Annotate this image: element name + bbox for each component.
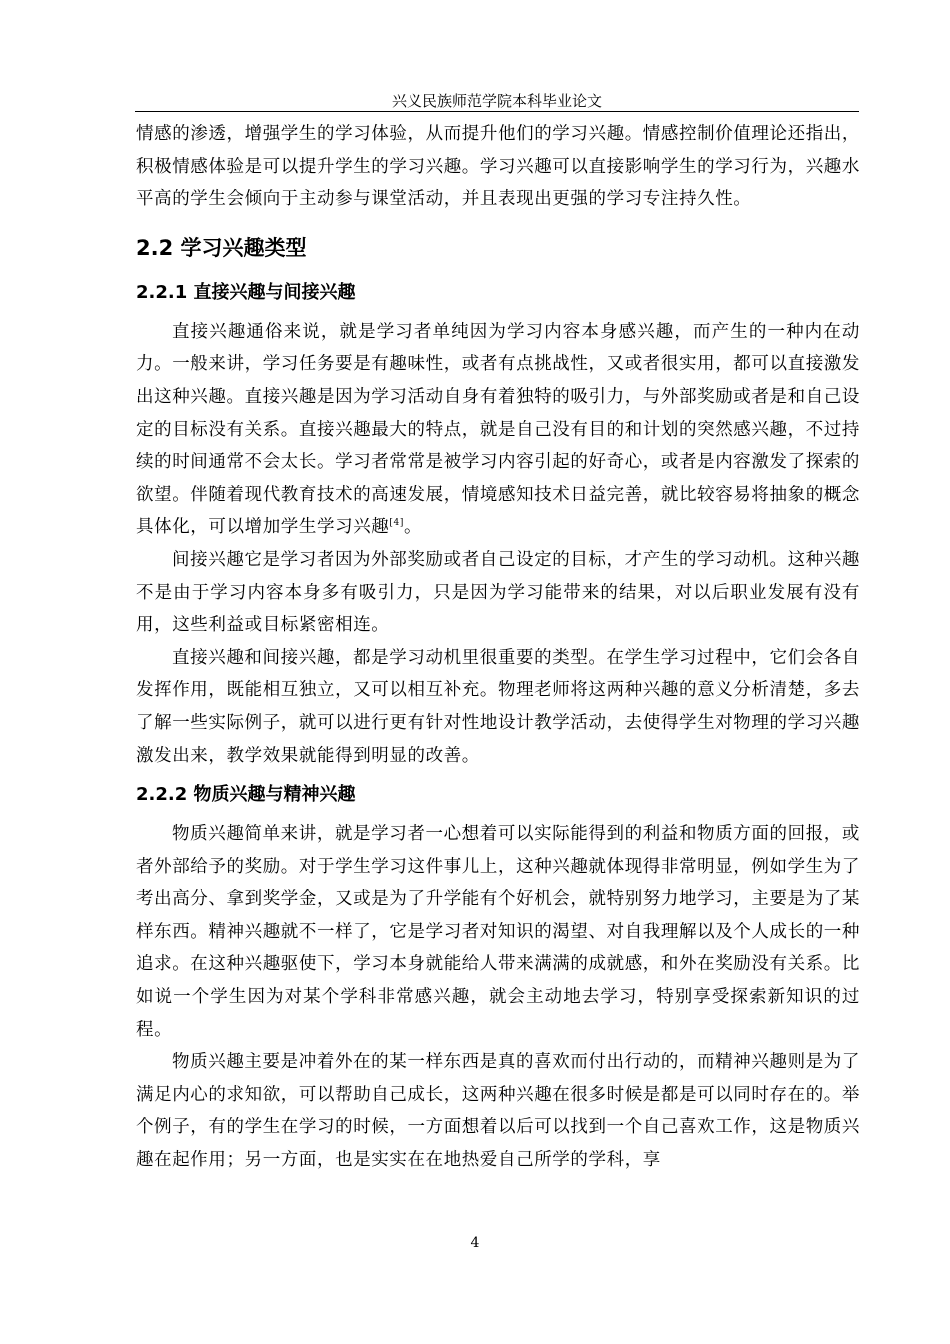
section-heading-2-2: 2.2 学习兴趣类型 [136, 235, 307, 260]
page-number: 4 [470, 1235, 480, 1251]
intro-paragraph: 情感的渗透，增强学生的学习体验，从而提升他们的学习兴趣。情感控制价值理论还指出，积极情感体验是可以提升学生的学习兴趣。学习兴趣可以直接影响学生的学习行为，兴趣水平高的学生会倾向于主动参与课堂活动，并且表现出更强的学习专注持久性。 [136, 124, 860, 210]
subsection-heading-2-2-1: 2.2.1 直接兴趣与间接兴趣 [136, 281, 356, 303]
header-rule [135, 111, 859, 112]
subsection-heading-2-2-2: 2.2.2 物质兴趣与精神兴趣 [136, 784, 356, 806]
citation-mark: [4] [389, 518, 404, 529]
paragraph-indirect-interest: 间接兴趣它是学习者因为外部奖励或者自己设定的目标，才产生的学习动机。这种兴趣不是由于学习内容本身多有吸引力，只是因为学习能带来的结果，对以后职业发展有没有用，这些利益或目标紧密相连。 [136, 549, 860, 636]
paragraph-direct-interest [136, 316, 860, 544]
page-body [136, 118, 860, 1177]
paragraph-material-vs-spiritual: 物质兴趣主要是冲着外在的某一样东西是真的喜欢而付出行动的，而精神兴趣则是为了满足内心的求知欲，可以帮助自己成长，这两种兴趣在很多时候是都是可以同时存在的。举个例子，有的学生在学习的时候，一方面想着以后可以找到一个自己喜欢工作，这是物质兴趣在起作用；另一方面，也是实实在在地热爱自己所学的学科，享 [136, 1052, 860, 1171]
paragraph-end-punct: 。 [403, 517, 423, 538]
paragraph-text: 直接兴趣通俗来说，就是学习者单纯因为学习内容本身感兴趣，而产生的一种内在动力。一般来讲，学习任务要是有趣味性，或者有点挑战性，又或者很实用，都可以直接激发出这种兴趣。直接兴趣是因为学习活动自身有着独特的吸引力，与外部奖励或者是和自己设定的目标没有关系。直接兴趣最大的特点，就是自己没有目的和计划的突然感兴趣，不过持续的时间通常不会太长。学习者常常是被学习内容引起的好奇心，或者是内容激发了探索的欲望。伴随着现代教育技术的高速发展，情境感知技术日益完善，就比较容易将抽象的概念具体化，可以增加学生学习兴趣 [136, 321, 860, 538]
paragraph-interest-comparison: 直接兴趣和间接兴趣，都是学习动机里很重要的类型。在学生学习过程中，它们会各自发挥作用，既能相互独立，又可以相互补充。物理老师将这两种兴趣的意义分析清楚，多去了解一些实际例子，就可以进行更有针对性地设计教学活动，去使得学生对物理的学习兴趣激发出来，教学效果就能得到明显的改善。 [136, 647, 860, 766]
running-header: 兴义民族师范学院本科毕业论文 [391, 92, 602, 110]
paragraph-material-interest: 物质兴趣简单来讲，就是学习者一心想着可以实际能得到的利益和物质方面的回报，或者外部给予的奖励。对于学生学习这件事儿上，这种兴趣就体现得非常明显，例如学生为了考出高分、拿到奖学金，又或是为了升学能有个好机会，就特别努力地学习，主要是为了某样东西。精神兴趣就不一样了，它是学习者对知识的渴望、对自我理解以及个人成长的一种追求。在这种兴趣驱使下，学习本身就能给人带来满满的成就感，和外在奖励没有关系。比如说一个学生因为对某个学科非常感兴趣，就会主动地去学习，特别享受探索新知识的过程。 [136, 824, 860, 1040]
